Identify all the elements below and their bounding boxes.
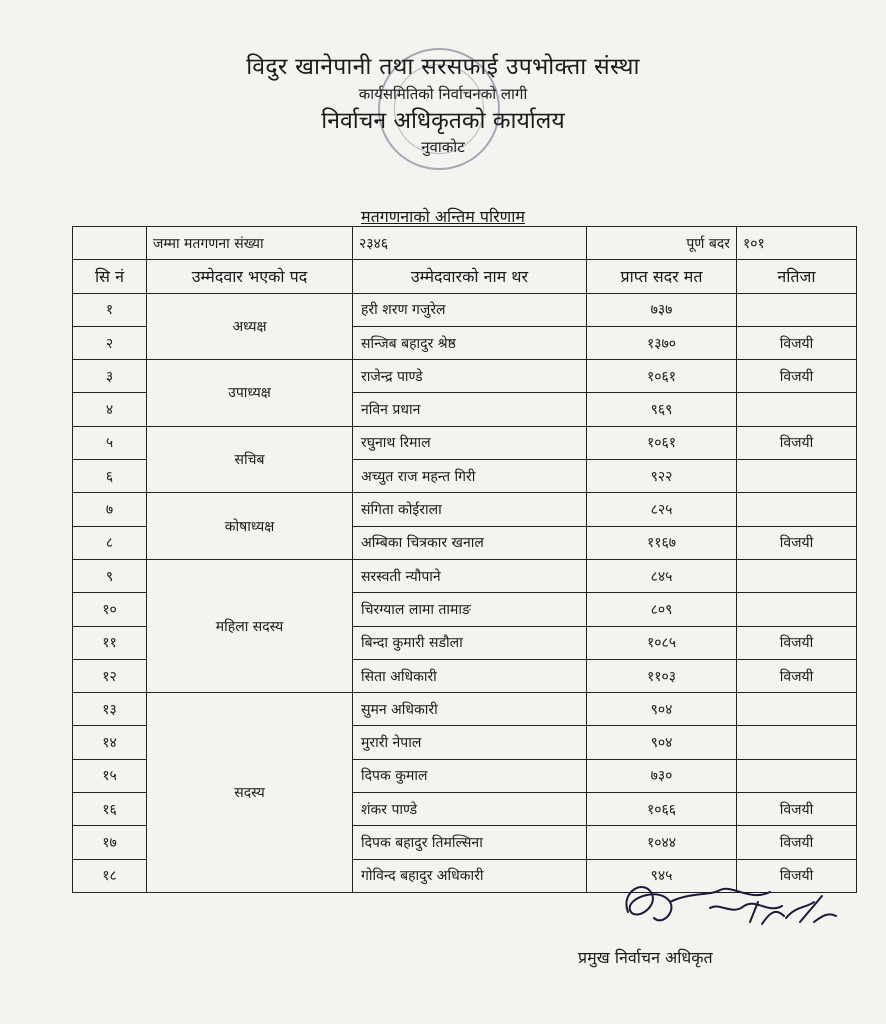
vote-count: ७३७ — [587, 293, 737, 326]
serial-number: १ — [73, 293, 147, 326]
serial-number: १० — [73, 593, 147, 626]
vote-count: ८०९ — [587, 593, 737, 626]
vote-count: ८४५ — [587, 559, 737, 592]
vote-count: १०६६ — [587, 793, 737, 826]
result — [737, 693, 857, 726]
vote-count: ९६९ — [587, 393, 737, 426]
post-women-member: महिला सदस्य — [147, 559, 353, 692]
serial-number: ५ — [73, 426, 147, 459]
candidate-name: गोविन्द बहादुर अधिकारी — [353, 859, 587, 892]
candidate-name: दिपक बहादुर तिमल्सिना — [353, 826, 587, 859]
serial-number: १८ — [73, 859, 147, 892]
total-count-label: जम्मा मतगणना संख्या — [147, 227, 353, 260]
serial-number: २ — [73, 326, 147, 359]
candidate-name: दिपक कुमाल — [353, 759, 587, 792]
col-header-name: उम्मेदवारको नाम थर — [353, 260, 587, 293]
serial-number: १३ — [73, 693, 147, 726]
result — [737, 493, 857, 526]
candidate-name: सुमन अधिकारी — [353, 693, 587, 726]
candidate-name: अम्बिका चित्रकार खनाल — [353, 526, 587, 559]
col-header-sn: सि नं — [73, 260, 147, 293]
organization-name: विदुर खानेपानी तथा सरसफाई उपभोक्ता संस्था — [246, 54, 640, 80]
result: विजयी — [737, 426, 857, 459]
results-table — [72, 226, 857, 893]
signature-area — [580, 872, 860, 952]
invalid-count-value: १०१ — [737, 227, 857, 260]
signer-title: प्रमुख निर्वाचन अधिकृत — [578, 948, 713, 967]
vote-count: १०६१ — [587, 426, 737, 459]
post-president: अध्यक्ष — [147, 293, 353, 360]
result: विजयी — [737, 360, 857, 393]
result — [737, 460, 857, 493]
serial-number: ८ — [73, 526, 147, 559]
office-name: निर्वाचन अधिकृतको कार्यालय — [321, 108, 565, 134]
summary-blank — [73, 227, 147, 260]
result — [737, 759, 857, 792]
serial-number: ७ — [73, 493, 147, 526]
candidate-name: रघुनाथ रिमाल — [353, 426, 587, 459]
vote-count: १०४४ — [587, 826, 737, 859]
candidate-name: संगिता कोईराला — [353, 493, 587, 526]
vote-count: ११६७ — [587, 526, 737, 559]
serial-number: १५ — [73, 759, 147, 792]
col-header-result: नतिजा — [737, 260, 857, 293]
candidate-name: सन्जिब बहादुर श्रेष्ठ — [353, 326, 587, 359]
candidate-name: शंकर पाण्डे — [353, 793, 587, 826]
total-count-value: २३४६ — [353, 227, 587, 260]
summary-row — [73, 227, 857, 260]
table-row — [73, 559, 857, 592]
vote-count: १०६१ — [587, 360, 737, 393]
col-header-post: उम्मेदवार भएको पद — [147, 260, 353, 293]
candidate-name: चिरग्याल लामा तामाङ — [353, 593, 587, 626]
result: विजयी — [737, 526, 857, 559]
handwritten-signature — [600, 872, 840, 944]
serial-number: ३ — [73, 360, 147, 393]
result: विजयी — [737, 826, 857, 859]
post-member: सदस्य — [147, 693, 353, 893]
result: विजयी — [737, 793, 857, 826]
candidate-name: सिता अधिकारी — [353, 659, 587, 692]
result — [737, 293, 857, 326]
table-row — [73, 426, 857, 459]
serial-number: १६ — [73, 793, 147, 826]
result — [737, 559, 857, 592]
table-row — [73, 293, 857, 326]
vote-count: १०८५ — [587, 626, 737, 659]
result: विजयी — [737, 626, 857, 659]
serial-number: १४ — [73, 726, 147, 759]
result — [737, 393, 857, 426]
table-row — [73, 693, 857, 726]
document-header — [0, 52, 886, 158]
result: विजयी — [737, 326, 857, 359]
candidate-name: हरी शरण गजुरेल — [353, 293, 587, 326]
candidate-name: अच्युत राज महन्त गिरी — [353, 460, 587, 493]
election-purpose: कार्यसमितिको निर्वाचनको लागी — [358, 85, 528, 103]
post-vice-president: उपाध्यक्ष — [147, 360, 353, 427]
result: विजयी — [737, 659, 857, 692]
serial-number: १२ — [73, 659, 147, 692]
result — [737, 726, 857, 759]
candidate-name: बिन्दा कुमारी सडौला — [353, 626, 587, 659]
serial-number: ११ — [73, 626, 147, 659]
serial-number: ४ — [73, 393, 147, 426]
vote-count: ९२२ — [587, 460, 737, 493]
document-title: मतगणनाको अन्तिम परिणाम — [361, 207, 525, 226]
table-row — [73, 360, 857, 393]
invalid-count-label: पूर्ण बदर — [587, 227, 737, 260]
result — [737, 593, 857, 626]
table-row — [73, 493, 857, 526]
vote-count: ९०४ — [587, 726, 737, 759]
vote-count: ९४५ — [587, 859, 737, 892]
vote-count: ७३० — [587, 759, 737, 792]
candidate-name: नविन प्रधान — [353, 393, 587, 426]
candidate-name: मुरारी नेपाल — [353, 726, 587, 759]
post-treasurer: कोषाध्यक्ष — [147, 493, 353, 560]
col-header-votes: प्राप्त सदर मत — [587, 260, 737, 293]
serial-number: ९ — [73, 559, 147, 592]
result: विजयी — [737, 859, 857, 892]
candidate-name: सरस्वती न्यौपाने — [353, 559, 587, 592]
office-location: नुवाकोट — [421, 138, 465, 156]
serial-number: ६ — [73, 460, 147, 493]
vote-count: १३७० — [587, 326, 737, 359]
vote-count: ९०४ — [587, 693, 737, 726]
vote-count: ८२५ — [587, 493, 737, 526]
serial-number: १७ — [73, 826, 147, 859]
vote-count: ११०३ — [587, 659, 737, 692]
column-header-row — [73, 260, 857, 293]
post-secretary: सचिब — [147, 426, 353, 493]
candidate-name: राजेन्द्र पाण्डे — [353, 360, 587, 393]
